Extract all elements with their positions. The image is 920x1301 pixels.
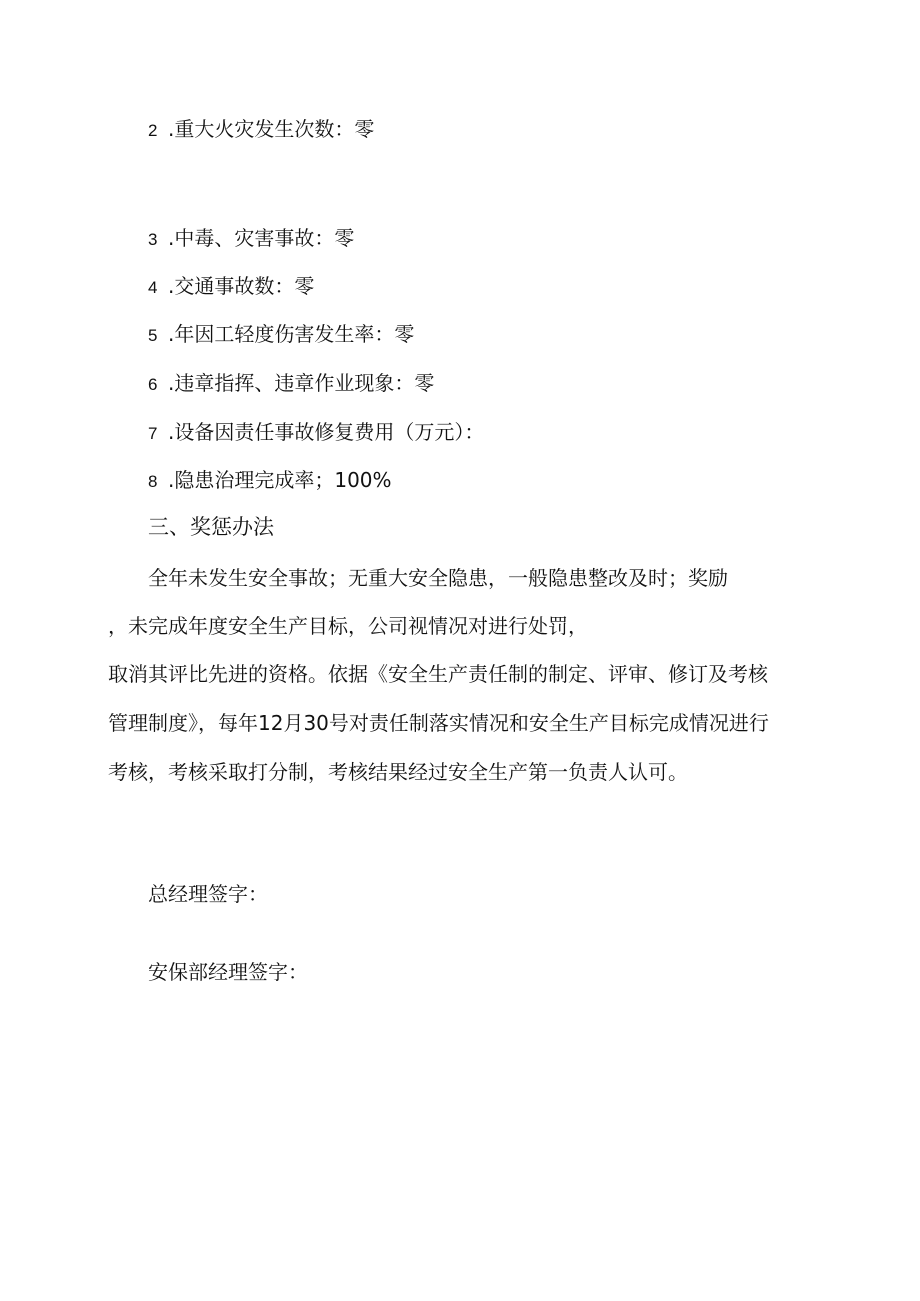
paragraph-line: 全年未发生安全事故；无重大安全隐患，一般隐患整改及时；奖励 bbox=[148, 566, 728, 590]
list-item bbox=[148, 371, 434, 397]
list-item bbox=[148, 117, 374, 143]
paragraph-line: 取消其评比先进的资格。依据《安全生产责任制的制定、评审、修订及考核 bbox=[108, 662, 768, 686]
list-item-number: 2 bbox=[148, 121, 158, 140]
paragraph-line: ，未完成年度安全生产目标，公司视情况对进行处罚， bbox=[108, 614, 588, 638]
general-manager-signature-label: 总经理签字： bbox=[148, 882, 268, 906]
list-item bbox=[148, 420, 484, 446]
list-item-number: 6 bbox=[148, 375, 158, 394]
list-item-number: 7 bbox=[148, 424, 158, 443]
list-item-number: 5 bbox=[148, 326, 158, 345]
list-item-text: .隐患治理完成率；100% bbox=[168, 468, 392, 492]
paragraph-line: 考核，考核采取打分制，考核结果经过安全生产第一负责人认可。 bbox=[108, 760, 688, 784]
list-item-number: 3 bbox=[148, 230, 158, 249]
list-item-number: 4 bbox=[148, 278, 158, 297]
list-item-text: .交通事故数：零 bbox=[168, 274, 315, 298]
list-item bbox=[148, 226, 354, 252]
list-item-number: 8 bbox=[148, 472, 158, 491]
section-heading: 三、奖惩办法 bbox=[148, 515, 274, 539]
security-manager-signature-label: 安保部经理签字： bbox=[148, 960, 308, 984]
paragraph-line: 管理制度》，每年12月30号对责任制落实情况和安全生产目标完成情况进行 bbox=[108, 711, 769, 735]
list-item-text: .年因工轻度伤害发生率：零 bbox=[168, 322, 415, 346]
list-item-text: .设备因责任事故修复费用（万元）： bbox=[168, 420, 485, 444]
list-item-text: .中毒、灾害事故：零 bbox=[168, 226, 355, 250]
list-item-text: .违章指挥、违章作业现象：零 bbox=[168, 371, 435, 395]
list-item bbox=[148, 322, 414, 348]
list-item bbox=[148, 468, 392, 494]
list-item-text: .重大火灾发生次数：零 bbox=[168, 117, 375, 141]
list-item bbox=[148, 274, 314, 300]
